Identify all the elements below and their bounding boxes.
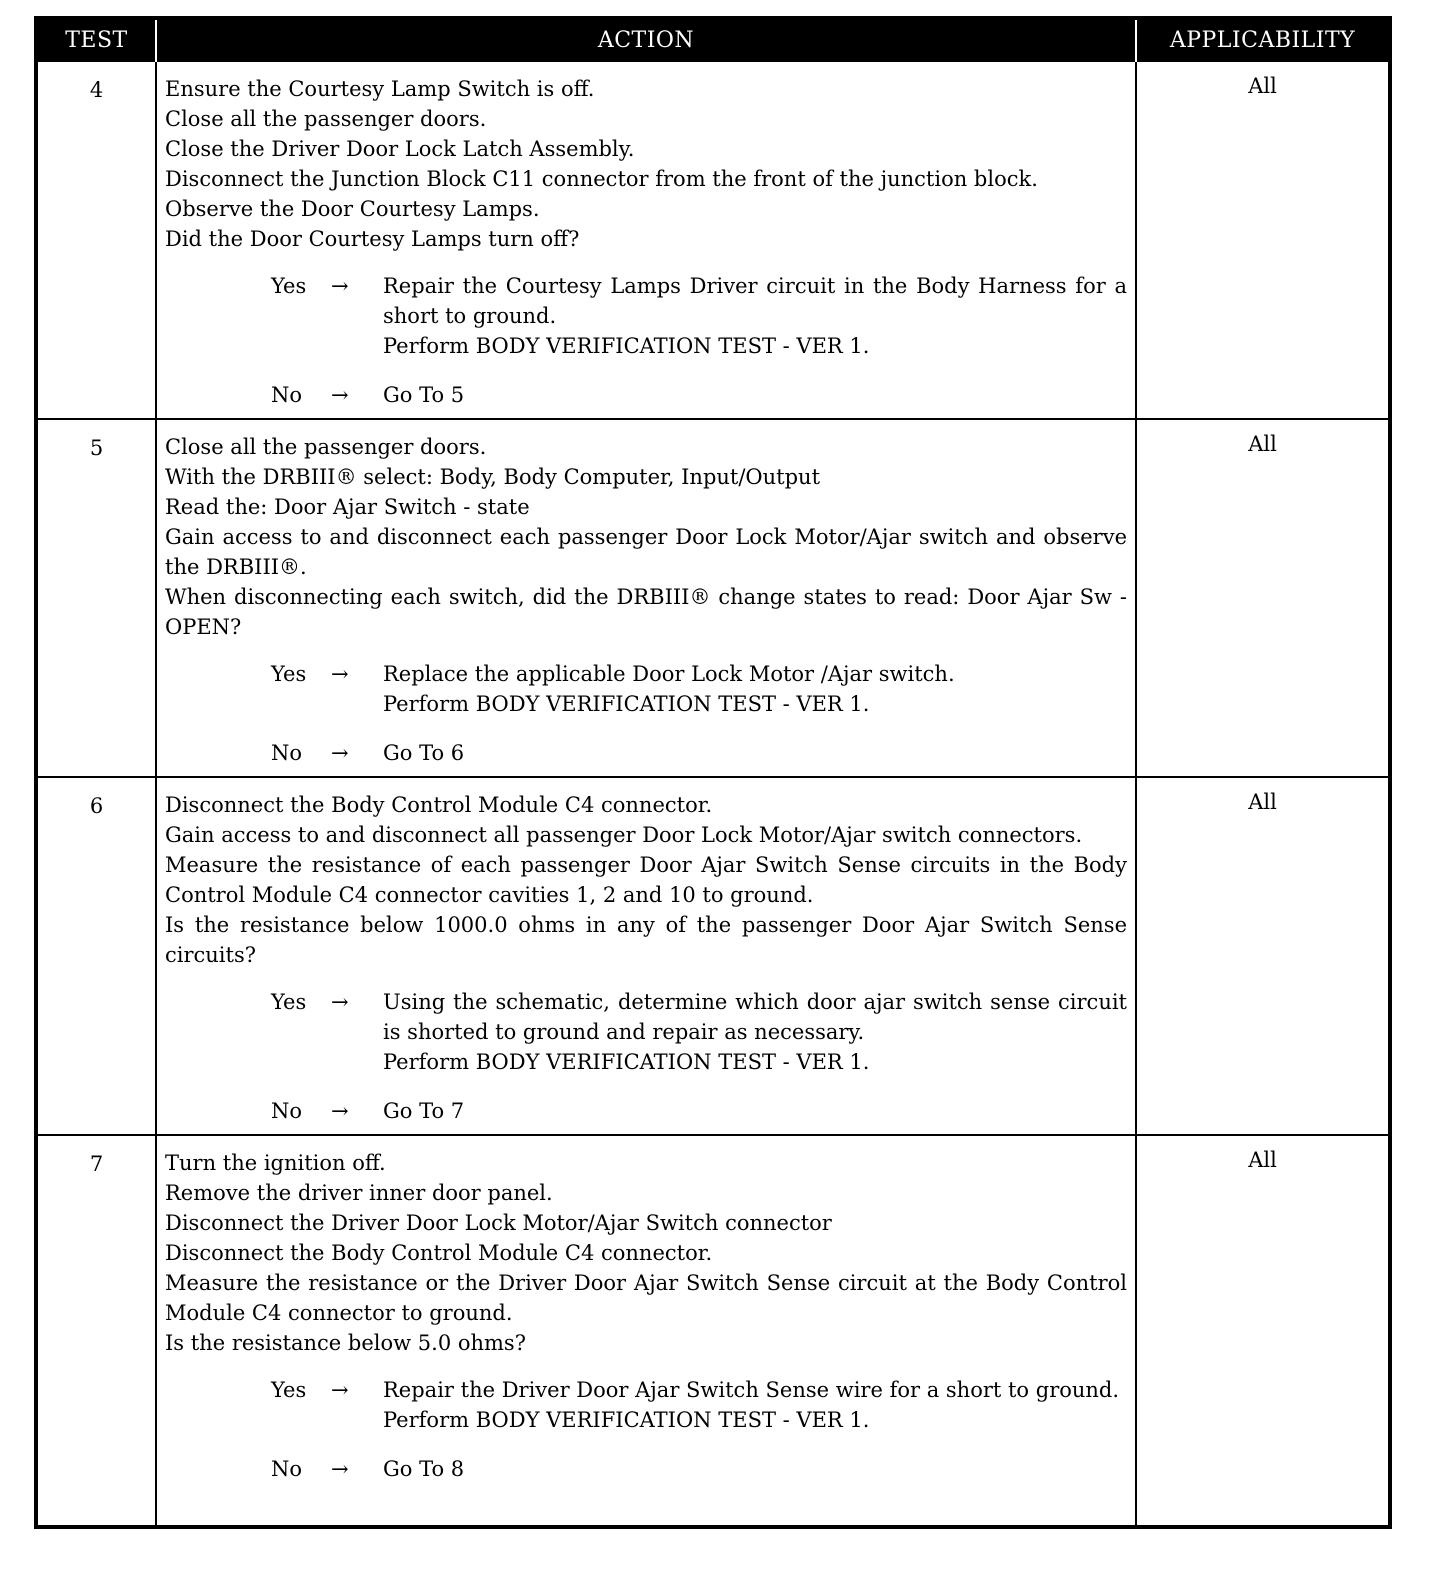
result-line: Replace the applicable Door Lock Motor /Ajar switch. (383, 662, 955, 686)
header-test: TEST (36, 18, 156, 61)
action-step: Ensure the Courtesy Lamp Switch is off. (165, 77, 595, 101)
action-step: Observe the Door Courtesy Lamps. (165, 197, 540, 221)
action-step: Gain access to and disconnect all passenger Door Lock Motor/Ajar switch connectors. (165, 823, 1083, 847)
result-line: Using the schematic, determine which door ajar switch sense circuit is shorted to ground and repair as necessary. (383, 990, 1127, 1044)
result-label: No (271, 741, 303, 765)
result-text (383, 380, 1127, 410)
test-row (36, 61, 1390, 419)
action-cell (156, 1135, 1136, 1527)
diagnostic-table (34, 16, 1392, 1529)
applicability-value: All (1136, 1135, 1390, 1527)
table-header (36, 18, 1390, 61)
no-result (271, 1454, 1127, 1484)
result-label: No (271, 1457, 303, 1481)
result-line: Go To 6 (383, 741, 465, 765)
result-text (383, 1096, 1127, 1126)
right-arrow-icon: → (331, 274, 349, 298)
no-result (271, 738, 1127, 768)
result-text (383, 987, 1127, 1077)
test-number: 6 (36, 777, 156, 1135)
right-arrow-icon: → (331, 383, 349, 407)
result-line: Go To 5 (383, 383, 465, 407)
result-line: Go To 7 (383, 1099, 465, 1123)
action-step: Turn the ignition off. (165, 1151, 386, 1175)
result-label: Yes (271, 1378, 307, 1402)
table-body (36, 61, 1390, 1527)
action-cell (156, 419, 1136, 777)
result-text (383, 1454, 1127, 1484)
action-step: With the DRBIII® select: Body, Body Computer, Input/Output (165, 465, 821, 489)
action-step: Disconnect the Driver Door Lock Motor/Ajar Switch connector (165, 1211, 832, 1235)
right-arrow-icon: → (331, 662, 349, 686)
yes-result (271, 987, 1127, 1077)
result-line: Perform BODY VERIFICATION TEST - VER 1. (383, 1050, 870, 1074)
header-action: ACTION (156, 18, 1136, 61)
result-line: Go To 8 (383, 1457, 465, 1481)
action-step: Close all the passenger doors. (165, 107, 487, 131)
yes-result (271, 271, 1127, 361)
result-label: No (271, 383, 303, 407)
result-line: Perform BODY VERIFICATION TEST - VER 1. (383, 692, 870, 716)
test-row (36, 419, 1390, 777)
result-label: Yes (271, 662, 307, 686)
action-cell (156, 61, 1136, 419)
right-arrow-icon: → (331, 1457, 349, 1481)
action-step: Gain access to and disconnect each passenger Door Lock Motor/Ajar switch and observe the DRBIII®. (165, 525, 1127, 579)
result-list (165, 1375, 1127, 1484)
diagnostic-page (34, 16, 1388, 1529)
result-text (383, 738, 1127, 768)
action-cell (156, 777, 1136, 1135)
result-line: Repair the Courtesy Lamps Driver circuit in the Body Harness for a short to ground. (383, 274, 1127, 328)
result-label: Yes (271, 990, 307, 1014)
header-applicability: APPLICABILITY (1136, 18, 1390, 61)
action-step: Disconnect the Junction Block C11 connector from the front of the junction block. (165, 167, 1038, 191)
result-text (383, 659, 1127, 719)
right-arrow-icon: → (331, 1378, 349, 1402)
right-arrow-icon: → (331, 990, 349, 1014)
no-result (271, 1096, 1127, 1126)
result-label: No (271, 1099, 303, 1123)
action-step: Is the resistance below 1000.0 ohms in any of the passenger Door Ajar Switch Sense circuits? (165, 913, 1127, 967)
result-label: Yes (271, 274, 307, 298)
result-line: Perform BODY VERIFICATION TEST - VER 1. (383, 334, 870, 358)
applicability-value: All (1136, 419, 1390, 777)
action-step: Remove the driver inner door panel. (165, 1181, 553, 1205)
result-list (165, 659, 1127, 768)
action-step: Read the: Door Ajar Switch - state (165, 495, 530, 519)
action-step: Close the Driver Door Lock Latch Assembly. (165, 137, 635, 161)
result-line: Repair the Driver Door Ajar Switch Sense wire for a short to ground. (383, 1378, 1120, 1402)
test-number: 4 (36, 61, 156, 419)
right-arrow-icon: → (331, 1099, 349, 1123)
action-step: Close all the passenger doors. (165, 435, 487, 459)
action-step: When disconnecting each switch, did the DRBIII® change states to read: Door Ajar Sw - OPEN? (165, 585, 1127, 639)
test-number: 5 (36, 419, 156, 777)
test-number: 7 (36, 1135, 156, 1527)
applicability-value: All (1136, 777, 1390, 1135)
yes-result (271, 659, 1127, 719)
yes-result (271, 1375, 1127, 1435)
action-step: Did the Door Courtesy Lamps turn off? (165, 227, 580, 251)
result-text (383, 1375, 1127, 1435)
action-step: Measure the resistance of each passenger Door Ajar Switch Sense circuits in the Body Control Module C4 connector cavities 1, 2 and 10 to ground. (165, 853, 1127, 907)
no-result (271, 380, 1127, 410)
result-list (165, 271, 1127, 410)
action-step: Disconnect the Body Control Module C4 connector. (165, 793, 713, 817)
action-step: Is the resistance below 5.0 ohms? (165, 1331, 526, 1355)
result-line: Perform BODY VERIFICATION TEST - VER 1. (383, 1408, 870, 1432)
result-text (383, 271, 1127, 361)
result-list (165, 987, 1127, 1126)
action-step: Measure the resistance or the Driver Door Ajar Switch Sense circuit at the Body Control Module C4 connector to ground. (165, 1271, 1127, 1325)
test-row (36, 777, 1390, 1135)
right-arrow-icon: → (331, 741, 349, 765)
applicability-value: All (1136, 61, 1390, 419)
action-step: Disconnect the Body Control Module C4 connector. (165, 1241, 713, 1265)
test-row (36, 1135, 1390, 1527)
